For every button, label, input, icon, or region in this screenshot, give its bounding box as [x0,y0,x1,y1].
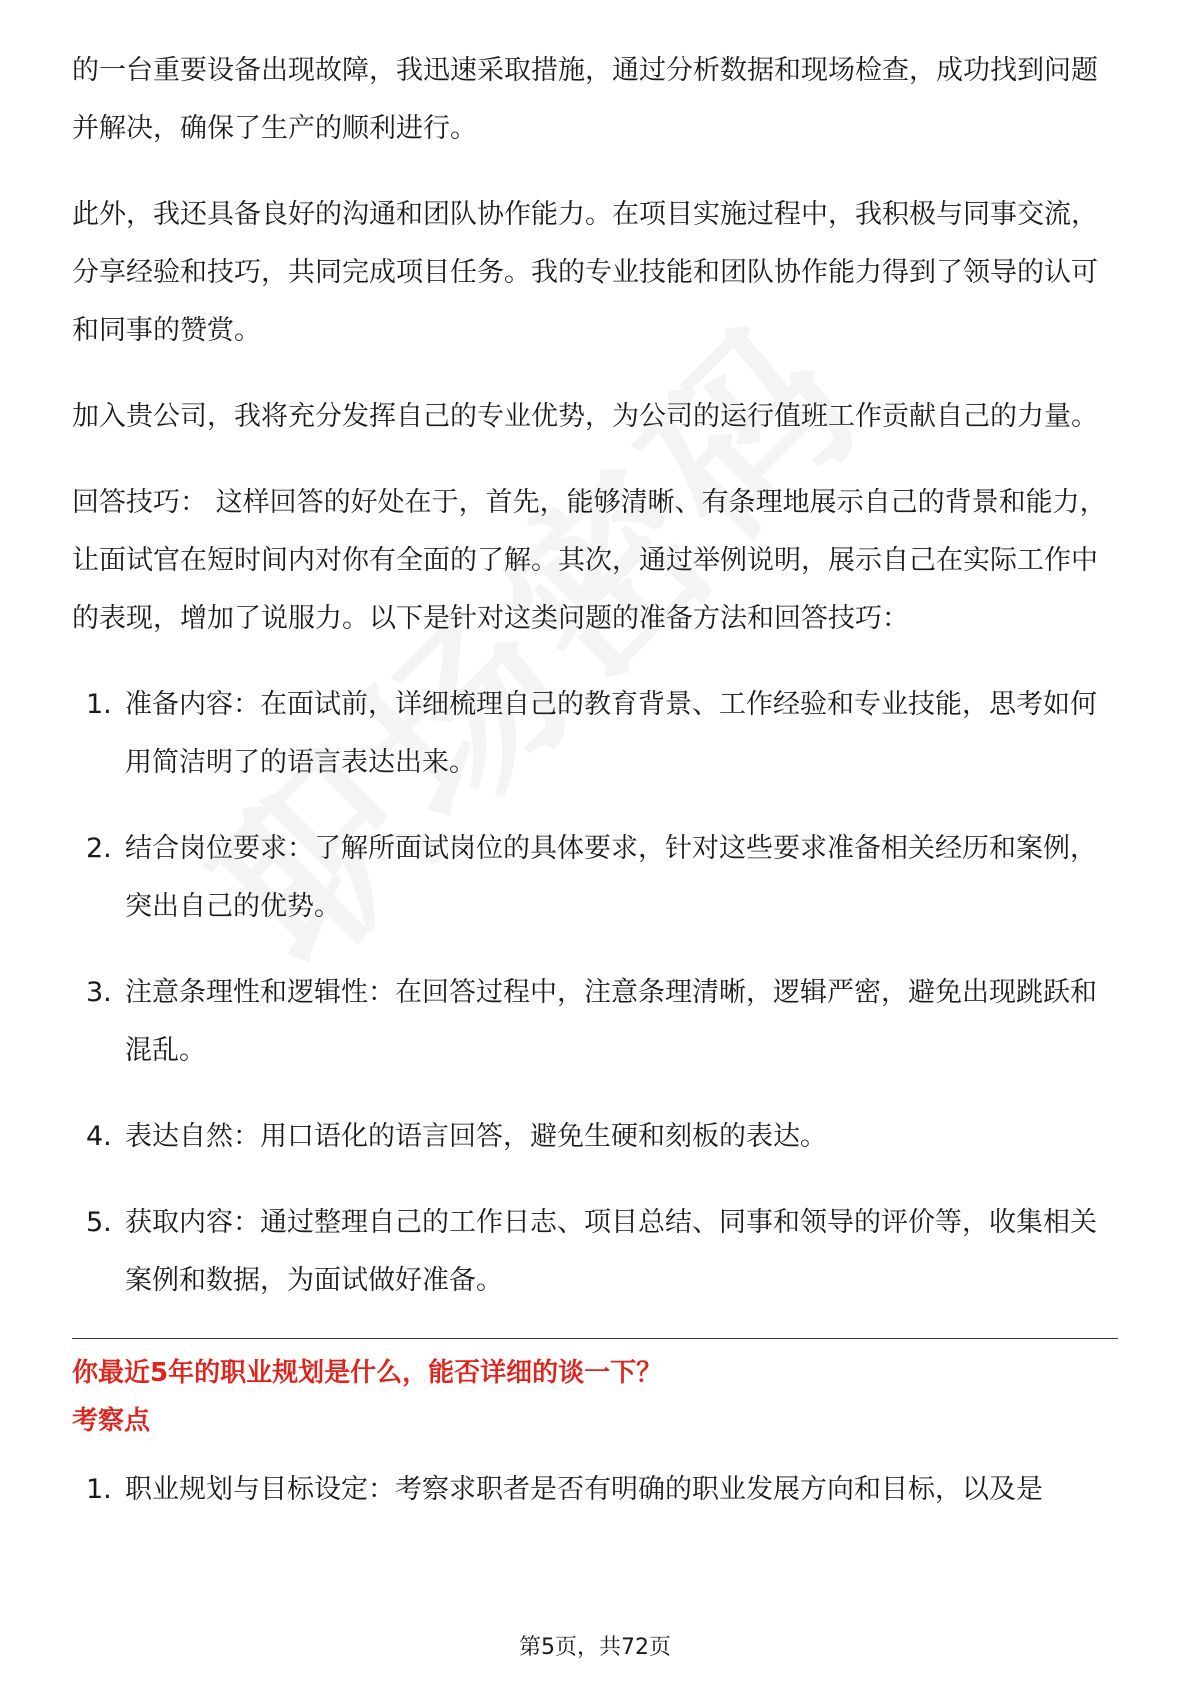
points-list [72,1461,1118,1519]
list-number: 1. [86,689,112,720]
paragraph: 此外，我还具备良好的沟通和团队协作能力。在项目实施过程中，我积极与同事交流，分享经验和技巧，共同完成项目任务。我的专业技能和团队协作能力得到了领导的认可和同事的赞赏。 [72,199,1098,346]
list-item-text: 准备内容：在面试前，详细梳理自己的教育背景、工作经验和专业技能，思考如何用简洁明了的语言表达出来。 [125,689,1097,778]
list-item [72,1194,1118,1310]
list-number: 4. [86,1121,112,1152]
list-number: 3. [86,977,112,1008]
list-item [72,1108,1118,1166]
section-subheading: 考察点 [72,1406,151,1436]
answer-tips-paragraph: 回答技巧： 这样回答的好处在于，首先，能够清晰、有条理地展示自己的背景和能力，让面试官在短时间内对你有全面的了解。其次，通过举例说明，展示自己在实际工作中的表现，增加了说服力。以下是针对这类问题的准备方法和回答技巧： [72,487,1107,634]
tips-list [72,676,1118,1310]
list-item [72,820,1118,936]
page-footer: 第5页，共72页 [519,1635,671,1660]
list-item-text: 职业规划与目标设定：考察求职者是否有明确的职业发展方向和目标，以及是 [125,1474,1043,1505]
paragraph: 的一台重要设备出现故障，我迅速采取措施，通过分析数据和现场检查，成功找到问题并解决，确保了生产的顺利进行。 [72,55,1098,144]
list-item-text: 结合岗位要求：了解所面试岗位的具体要求，针对这些要求准备相关经历和案例，突出自己的优势。 [125,833,1097,922]
paragraph: 加入贵公司，我将充分发挥自己的专业优势，为公司的运行值班工作贡献自己的力量。 [72,401,1098,432]
list-item [72,1461,1118,1519]
question-title: 你最近5年的职业规划是什么，能否详细的谈一下？ [72,1358,663,1388]
section-divider [72,1338,1118,1339]
list-item-text: 表达自然：用口语化的语言回答，避免生硬和刻板的表达。 [125,1121,827,1152]
list-number: 5. [86,1207,112,1238]
list-item [72,964,1118,1080]
list-number: 1. [86,1474,112,1505]
list-number: 2. [86,833,112,864]
list-item-text: 获取内容：通过整理自己的工作日志、项目总结、同事和领导的评价等，收集相关案例和数据，为面试做好准备。 [125,1207,1097,1296]
list-item-text: 注意条理性和逻辑性：在回答过程中，注意条理清晰，逻辑严密，避免出现跳跃和混乱。 [125,977,1097,1066]
page-content [72,42,1118,1547]
list-item [72,676,1118,792]
